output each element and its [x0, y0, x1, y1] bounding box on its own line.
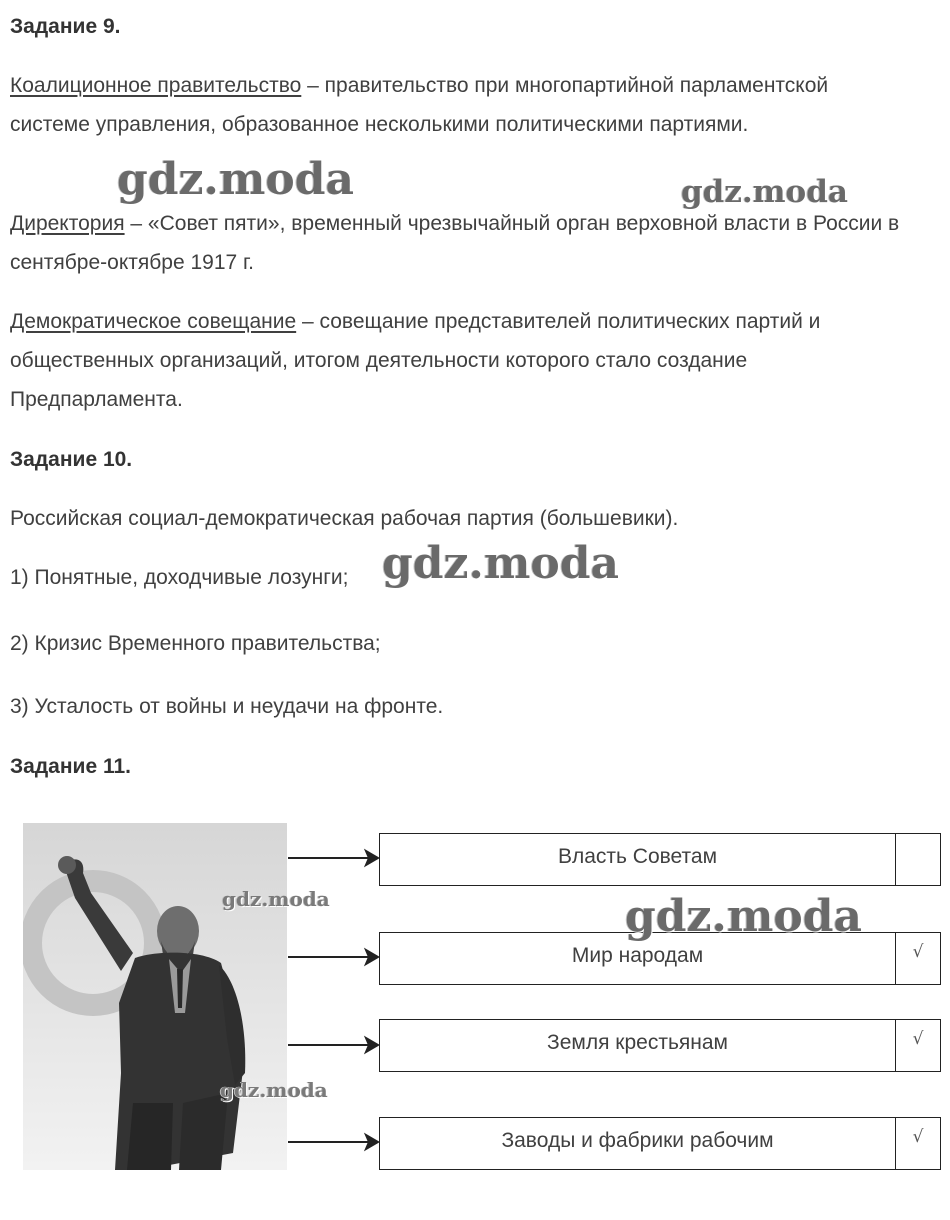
definition-text: – правительство при многопартийной парламентской системе управления, образованное несколькими политическими партиями.: [10, 74, 829, 136]
task10-reason-1: 1) Понятные, доходчивые лозунги;: [10, 566, 349, 589]
slogan-box-factories-to-workers: [379, 1117, 941, 1170]
slogan-box-land-to-peasants: [379, 1019, 941, 1072]
watermark: gdz.moda: [681, 174, 848, 210]
definition-text: – совещание представителей политических партий и общественных организаций, итогом деятельности которого стало создание Предпарламента.: [10, 310, 821, 411]
task9-heading: Задание 9.: [10, 15, 121, 38]
task10-answer: Российская социал-демократическая рабочая партия (большевики).: [10, 507, 679, 530]
term-democratic-conference: Демократическое совещание: [10, 310, 297, 333]
term-coalition-government: Коалиционное правительство: [10, 74, 302, 97]
slogan-text: Земля крестьянам: [380, 1020, 896, 1071]
watermark: gdz.moda: [382, 538, 620, 589]
task10-reason-3: 3) Усталость от войны и неудачи на фронте.: [10, 695, 444, 718]
slogan-text: Мир народам: [380, 933, 896, 984]
watermark: gdz.moda: [222, 887, 330, 911]
check-cell[interactable]: √: [912, 942, 924, 962]
task11-heading: Задание 11.: [10, 755, 131, 778]
watermark: gdz.moda: [117, 154, 355, 205]
task10-heading: Задание 10.: [10, 448, 133, 471]
watermark: gdz.moda: [220, 1078, 328, 1102]
check-cell[interactable]: [896, 834, 940, 885]
check-cell[interactable]: √: [912, 1127, 924, 1147]
slogan-box-peace-to-peoples: [379, 932, 941, 985]
watermark: gdz.moda: [625, 891, 863, 942]
slogan-text: Власть Советам: [380, 834, 896, 885]
check-cell[interactable]: √: [912, 1029, 924, 1049]
definition-text: – «Совет пяти», временный чрезвычайный орган верховной власти в России в сентябре-октябре 1917 г.: [10, 212, 900, 274]
task10-reason-2: 2) Кризис Временного правительства;: [10, 632, 381, 655]
slogan-box-power-to-soviets: [379, 833, 941, 886]
slogan-text: Заводы и фабрики рабочим: [380, 1118, 896, 1169]
term-directory: Директория: [10, 212, 125, 235]
